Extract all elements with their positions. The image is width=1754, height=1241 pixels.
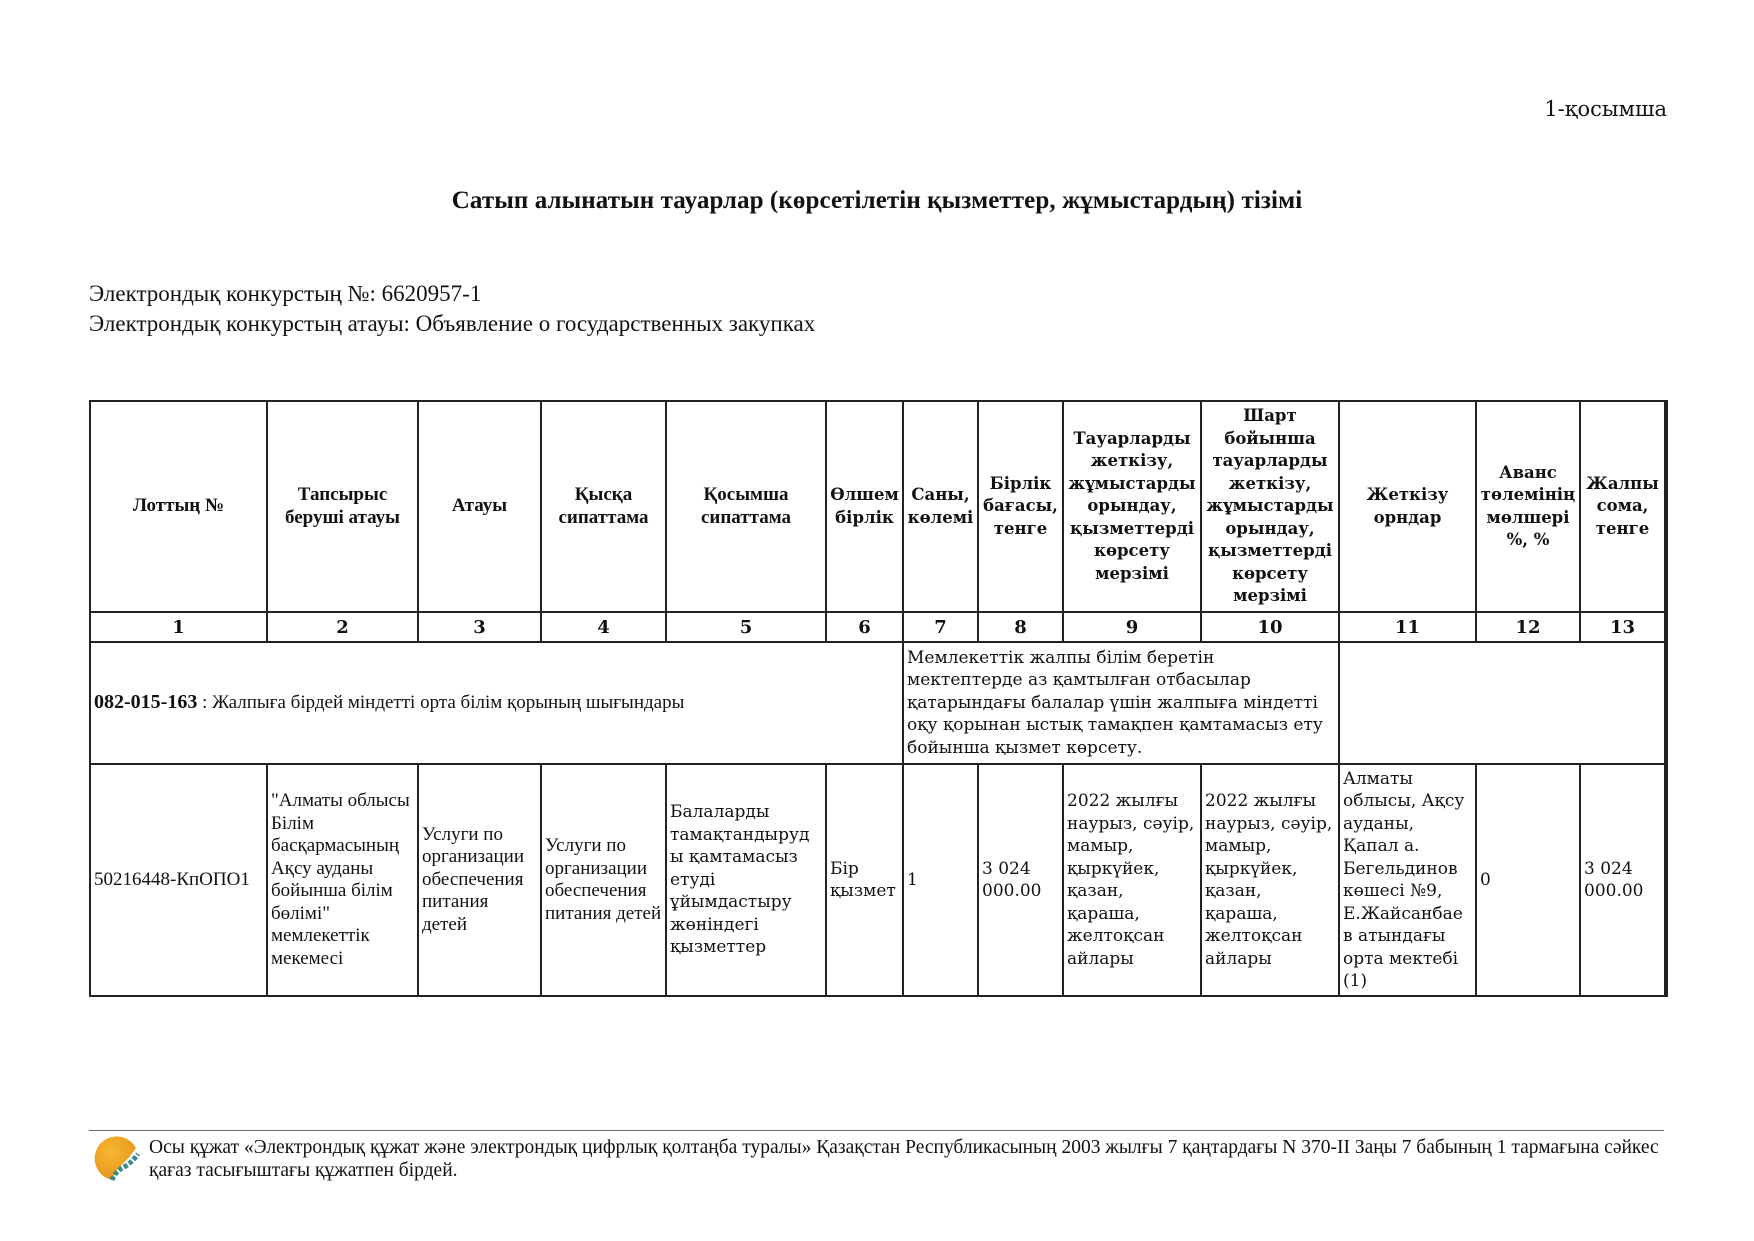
header-unit-price: Бірлік бағасы, тенге bbox=[978, 401, 1063, 612]
footer-legal-note: Осы құжат «Электрондық құжат және электрондық цифрлық қолтаңба туралы» Қазақстан Республикасының 2003 жылғы 7 қаңтардағы N 370-II Заңы 7 бабының 1 тармағына сәйкес қағаз тасығыштағы құжатпен бірдей. bbox=[149, 1137, 1659, 1181]
quantity: 1 bbox=[903, 764, 978, 996]
column-number: 3 bbox=[418, 612, 541, 642]
item-name: Услуги по организации обеспечения питания детей bbox=[418, 764, 541, 996]
header-lot-number: Лоттың № bbox=[90, 401, 267, 612]
header-short-description: Қысқа сипаттама bbox=[541, 401, 666, 612]
header-name: Атауы bbox=[418, 401, 541, 612]
competition-number: Электрондық конкурстың №: 6620957-1 bbox=[89, 281, 482, 306]
column-number: 13 bbox=[1580, 612, 1666, 642]
delivery-place: Алматы облысы, Ақсу ауданы, Қапал а. Бегельдинов көшесі №9, Е.Жайсанбаев атындағы орта мектебі (1) bbox=[1339, 764, 1476, 996]
appendix-label: 1-қосымша bbox=[1544, 97, 1667, 121]
column-number: 10 bbox=[1201, 612, 1339, 642]
competition-name: Электрондық конкурстың атауы: Объявление о государственных закупках bbox=[89, 311, 816, 336]
column-number: 6 bbox=[826, 612, 903, 642]
customer-name: "Алматы облысы Білім басқармасының Ақсу ауданы бойынша білім бөлімі" мемлекеттік мекемесі bbox=[267, 764, 418, 996]
column-number: 5 bbox=[666, 612, 826, 642]
document-title: Сатып алынатын тауарлар (көрсетілетін қызметтер, жұмыстардың) тізімі bbox=[451, 187, 1303, 214]
header-quantity: Саны, көлемі bbox=[903, 401, 978, 612]
budget-category-cell bbox=[90, 642, 903, 764]
column-number: 11 bbox=[1339, 612, 1476, 642]
header-contract-delivery-term: Шарт бойынша тауарларды жеткізу, жұмыстарды орындау, қызметтерді көрсету мерзімі bbox=[1201, 401, 1339, 612]
budget-category-row bbox=[90, 642, 1666, 764]
budget-category-name: Жалпыға бірдей міндетті орта білім қорының шығындары bbox=[212, 692, 685, 714]
contract-delivery-term: 2022 жылғы наурыз, сәуір, мамыр, қыркүйек, қазан, қараша, желтоқсан айлары bbox=[1201, 764, 1339, 996]
budget-category-empty bbox=[1339, 642, 1666, 764]
column-number: 1 bbox=[90, 612, 267, 642]
budget-category-description: Мемлекеттік жалпы білім беретін мектептерде аз қамтылған отбасылар қатарындағы балалар үшін жалпыға міндетті оқу қорынан ыстық тамақпен қамтамасыз ету бойынша қызмет көрсету. bbox=[903, 642, 1339, 764]
advance-percent: 0 bbox=[1476, 764, 1580, 996]
lots-table bbox=[89, 400, 1668, 997]
lot-number: 50216448-КпОПО1 bbox=[90, 764, 267, 996]
header-delivery-place: Жеткізу орндар bbox=[1339, 401, 1476, 612]
column-numbers-row bbox=[90, 612, 1666, 642]
header-delivery-term: Тауарларды жеткізу, жұмыстарды орындау, қызметтерді көрсету мерзімі bbox=[1063, 401, 1201, 612]
short-description: Услуги по организации обеспечения питания детей bbox=[541, 764, 666, 996]
footer-divider bbox=[89, 1130, 1664, 1131]
delivery-term: 2022 жылғы наурыз, сәуір, мамыр, қыркүйек, қазан, қараша, желтоқсан айлары bbox=[1063, 764, 1201, 996]
total-amount: 3 024 000.00 bbox=[1580, 764, 1666, 996]
column-number: 8 bbox=[978, 612, 1063, 642]
header-total-amount: Жалпы сома, тенге bbox=[1580, 401, 1666, 612]
column-number: 2 bbox=[267, 612, 418, 642]
table-row bbox=[90, 764, 1666, 996]
header-unit: Өлшем бірлік bbox=[826, 401, 903, 612]
column-number: 12 bbox=[1476, 612, 1580, 642]
column-number: 9 bbox=[1063, 612, 1201, 642]
column-number: 7 bbox=[903, 612, 978, 642]
column-number: 4 bbox=[541, 612, 666, 642]
header-advance-percent: Аванс төлемінің мөлшері %, % bbox=[1476, 401, 1580, 612]
unit: Бір қызмет bbox=[826, 764, 903, 996]
budget-category-code: 082-015-163 bbox=[94, 691, 198, 714]
header-additional-description: Қосымша сипаттама bbox=[666, 401, 826, 612]
egov-sun-logo-icon bbox=[92, 1134, 142, 1184]
header-row bbox=[90, 401, 1666, 612]
unit-price: 3 024 000.00 bbox=[978, 764, 1063, 996]
additional-description: Балаларды тамақтандыруды қамтамасыз етуді ұйымдастыру жөніндегі қызметтер bbox=[666, 764, 826, 996]
budget-category-separator: : bbox=[197, 692, 213, 714]
header-customer: Тапсырыс беруші атауы bbox=[267, 401, 418, 612]
